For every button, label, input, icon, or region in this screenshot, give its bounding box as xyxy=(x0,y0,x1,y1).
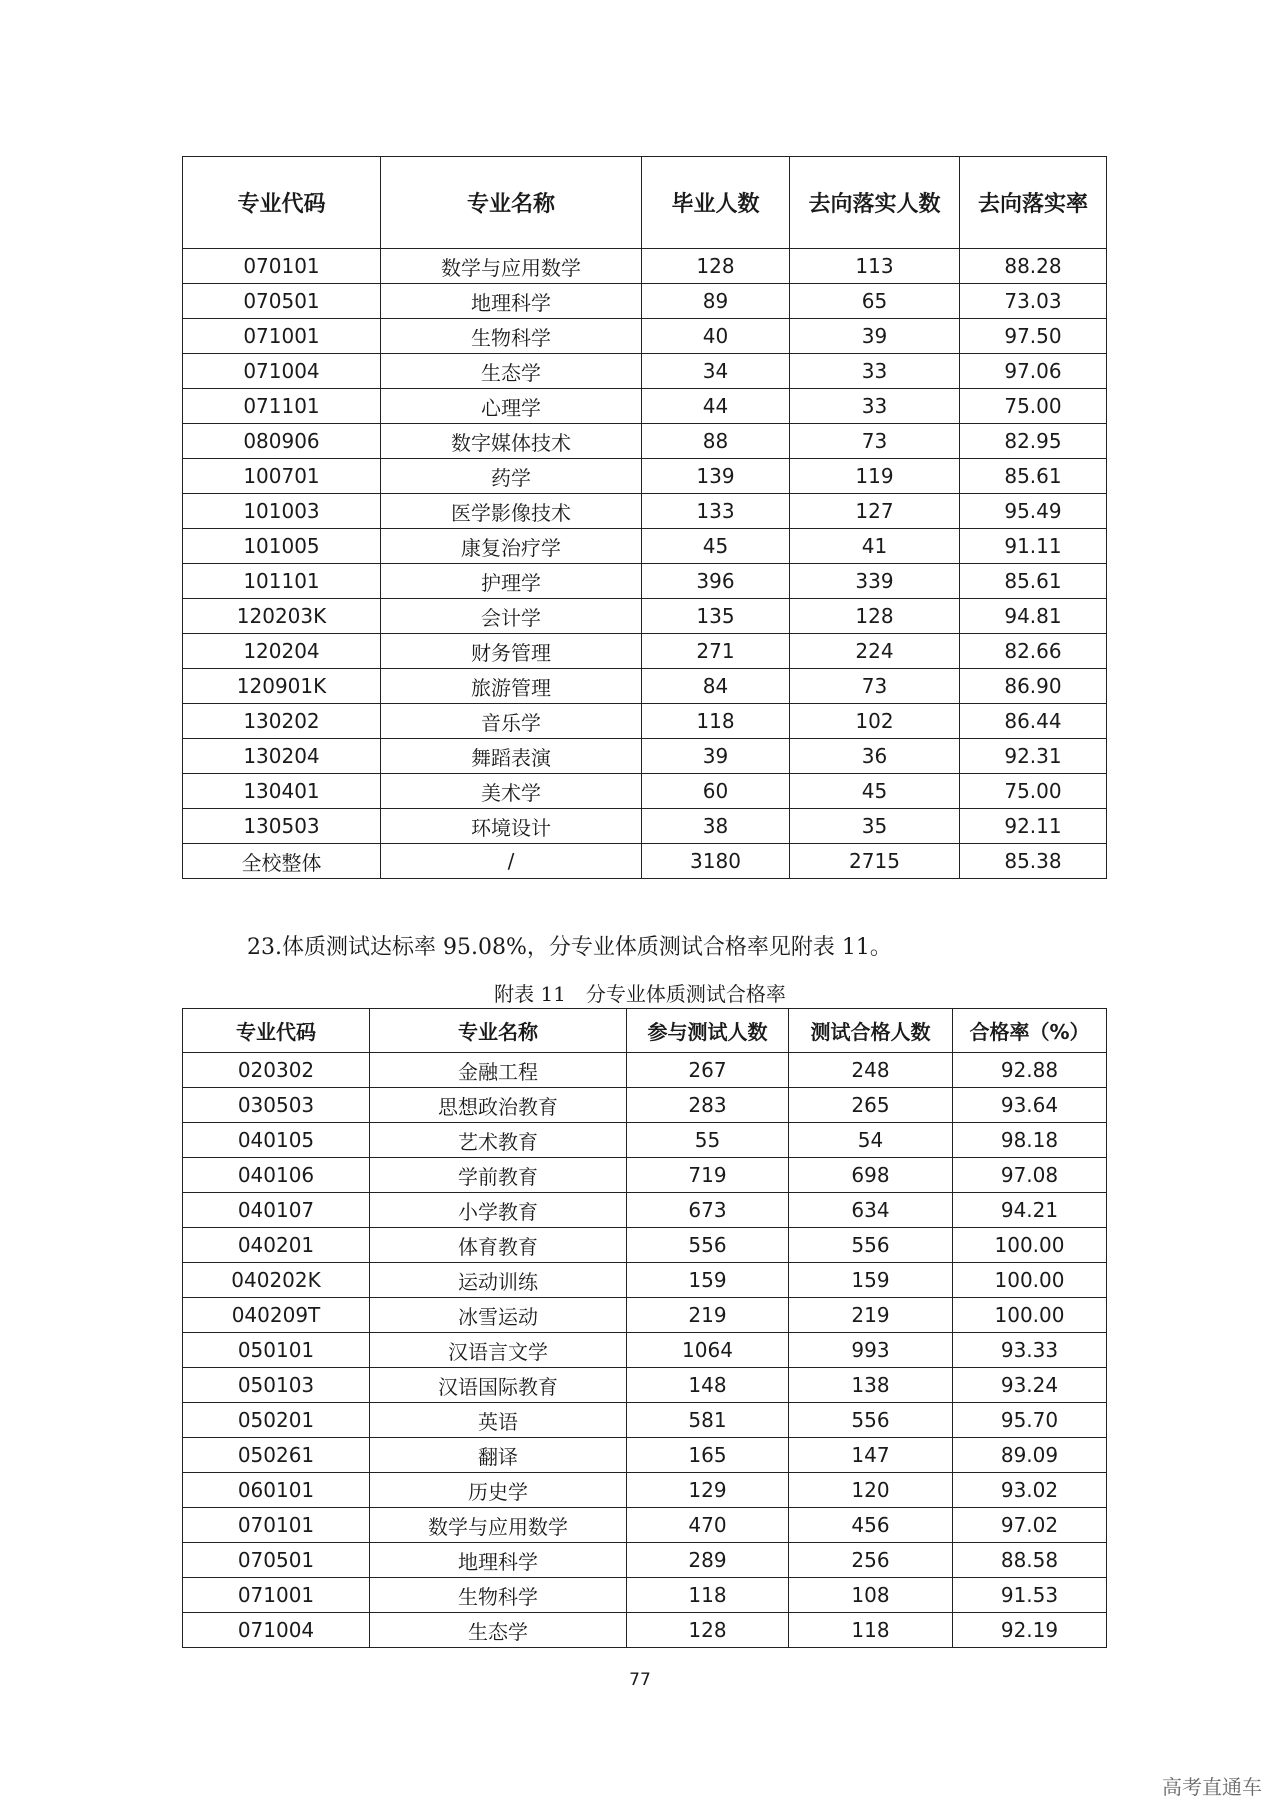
table-cell: 39 xyxy=(790,319,960,354)
table-cell: 汉语国际教育 xyxy=(370,1368,627,1403)
table-cell: 256 xyxy=(789,1543,953,1578)
fitness-paragraph: 23.体质测试达标率 95.08%，分专业体质测试合格率见附表 11。 xyxy=(247,935,892,960)
table-cell: 050201 xyxy=(183,1403,370,1438)
table-cell: 音乐学 xyxy=(381,704,642,739)
table-row xyxy=(183,424,1107,459)
table-row xyxy=(183,1333,1107,1368)
employment-rate-table xyxy=(182,156,1107,879)
table-cell: 药学 xyxy=(381,459,642,494)
table-cell: 35 xyxy=(790,809,960,844)
column-header: 毕业人数 xyxy=(642,157,790,249)
table-cell: 101005 xyxy=(183,529,381,564)
table-caption: 附表 11 分专业体质测试合格率 xyxy=(494,982,786,1006)
table-cell: 248 xyxy=(789,1053,953,1088)
table-cell: 100.00 xyxy=(953,1298,1107,1333)
table-cell: 147 xyxy=(789,1438,953,1473)
table-cell: 82.95 xyxy=(960,424,1107,459)
table-cell: 128 xyxy=(627,1613,789,1648)
table-cell: 267 xyxy=(627,1053,789,1088)
table-cell: 41 xyxy=(790,529,960,564)
table-cell: 070501 xyxy=(183,284,381,319)
table-row xyxy=(183,1438,1107,1473)
table-cell: 94.81 xyxy=(960,599,1107,634)
table-cell: 120901K xyxy=(183,669,381,704)
table-cell: 101003 xyxy=(183,494,381,529)
table-cell: 85.38 xyxy=(960,844,1107,879)
table-cell: 会计学 xyxy=(381,599,642,634)
table-row xyxy=(183,1123,1107,1158)
table-cell: 33 xyxy=(790,354,960,389)
table-header-row xyxy=(183,157,1107,249)
table-cell: 康复治疗学 xyxy=(381,529,642,564)
table-cell: 地理科学 xyxy=(370,1543,627,1578)
table-cell: 100.00 xyxy=(953,1263,1107,1298)
table-row xyxy=(183,1088,1107,1123)
table-cell: 040106 xyxy=(183,1158,370,1193)
table-cell: 130204 xyxy=(183,739,381,774)
table-cell: 080906 xyxy=(183,424,381,459)
column-header: 测试合格人数 xyxy=(789,1009,953,1053)
table-cell: 33 xyxy=(790,389,960,424)
table-cell: 73 xyxy=(790,424,960,459)
table-cell: 生态学 xyxy=(381,354,642,389)
table-cell: 127 xyxy=(790,494,960,529)
table-cell: 271 xyxy=(642,634,790,669)
table-cell: 040105 xyxy=(183,1123,370,1158)
table-cell: 45 xyxy=(642,529,790,564)
table-cell: 993 xyxy=(789,1333,953,1368)
table-cell: 101101 xyxy=(183,564,381,599)
table-cell: 108 xyxy=(789,1578,953,1613)
table-cell: 88 xyxy=(642,424,790,459)
table-cell: 金融工程 xyxy=(370,1053,627,1088)
table-cell: 38 xyxy=(642,809,790,844)
table-cell: 98.18 xyxy=(953,1123,1107,1158)
table-cell: 91.53 xyxy=(953,1578,1107,1613)
table-cell: 020302 xyxy=(183,1053,370,1088)
table-cell: 159 xyxy=(789,1263,953,1298)
table-cell: 汉语言文学 xyxy=(370,1333,627,1368)
table-cell: 118 xyxy=(627,1578,789,1613)
table-cell: / xyxy=(381,844,642,879)
table-cell: 54 xyxy=(789,1123,953,1158)
table-row xyxy=(183,284,1107,319)
table-row xyxy=(183,249,1107,284)
table-cell: 128 xyxy=(790,599,960,634)
column-header: 专业名称 xyxy=(370,1009,627,1053)
table-cell: 071004 xyxy=(183,354,381,389)
table-cell: 071004 xyxy=(183,1613,370,1648)
table-cell: 050103 xyxy=(183,1368,370,1403)
table-cell: 113 xyxy=(790,249,960,284)
table-cell: 159 xyxy=(627,1263,789,1298)
table-cell: 全校整体 xyxy=(183,844,381,879)
table-cell: 673 xyxy=(627,1193,789,1228)
table-cell: 071101 xyxy=(183,389,381,424)
table-cell: 94.21 xyxy=(953,1193,1107,1228)
table-row xyxy=(183,1473,1107,1508)
table-row xyxy=(183,319,1107,354)
table-row xyxy=(183,1158,1107,1193)
table-cell: 39 xyxy=(642,739,790,774)
table-cell: 556 xyxy=(789,1228,953,1263)
table-row xyxy=(183,389,1107,424)
table-cell: 030503 xyxy=(183,1088,370,1123)
table-row xyxy=(183,1508,1107,1543)
table-row xyxy=(183,354,1107,389)
table-cell: 97.06 xyxy=(960,354,1107,389)
table-cell: 100701 xyxy=(183,459,381,494)
table-row xyxy=(183,1193,1107,1228)
table-cell: 283 xyxy=(627,1088,789,1123)
table-cell: 88.58 xyxy=(953,1543,1107,1578)
table-row xyxy=(183,844,1107,879)
table-cell: 环境设计 xyxy=(381,809,642,844)
table-cell: 97.50 xyxy=(960,319,1107,354)
table-row xyxy=(183,1298,1107,1333)
table-row xyxy=(183,704,1107,739)
table-cell: 97.08 xyxy=(953,1158,1107,1193)
table-cell: 129 xyxy=(627,1473,789,1508)
table-cell: 139 xyxy=(642,459,790,494)
table-cell: 翻译 xyxy=(370,1438,627,1473)
table-cell: 120 xyxy=(789,1473,953,1508)
table-cell: 165 xyxy=(627,1438,789,1473)
table-cell: 美术学 xyxy=(381,774,642,809)
table-cell: 44 xyxy=(642,389,790,424)
table-cell: 120203K xyxy=(183,599,381,634)
table-cell: 219 xyxy=(789,1298,953,1333)
table-cell: 070501 xyxy=(183,1543,370,1578)
column-header: 合格率（%） xyxy=(953,1009,1107,1053)
table-cell: 75.00 xyxy=(960,389,1107,424)
table-cell: 艺术教育 xyxy=(370,1123,627,1158)
table-cell: 生物科学 xyxy=(381,319,642,354)
table-cell: 040201 xyxy=(183,1228,370,1263)
page-number: 77 xyxy=(629,1670,651,1690)
table-row xyxy=(183,529,1107,564)
column-header: 专业名称 xyxy=(381,157,642,249)
table-cell: 历史学 xyxy=(370,1473,627,1508)
table-cell: 138 xyxy=(789,1368,953,1403)
column-header: 专业代码 xyxy=(183,157,381,249)
table-cell: 265 xyxy=(789,1088,953,1123)
table-cell: 130503 xyxy=(183,809,381,844)
table-cell: 040202K xyxy=(183,1263,370,1298)
table-cell: 冰雪运动 xyxy=(370,1298,627,1333)
table-cell: 85.61 xyxy=(960,459,1107,494)
table-cell: 100.00 xyxy=(953,1228,1107,1263)
table-row xyxy=(183,774,1107,809)
table-cell: 88.28 xyxy=(960,249,1107,284)
table-cell: 634 xyxy=(789,1193,953,1228)
table-cell: 130202 xyxy=(183,704,381,739)
table-row xyxy=(183,599,1107,634)
table-cell: 86.90 xyxy=(960,669,1107,704)
table-cell: 070101 xyxy=(183,249,381,284)
table-cell: 1064 xyxy=(627,1333,789,1368)
table-cell: 95.70 xyxy=(953,1403,1107,1438)
table-row xyxy=(183,1543,1107,1578)
table-row xyxy=(183,564,1107,599)
table-cell: 生物科学 xyxy=(370,1578,627,1613)
table-row xyxy=(183,1263,1107,1298)
fitness-pass-rate-table xyxy=(182,1008,1107,1648)
table-cell: 135 xyxy=(642,599,790,634)
table-row xyxy=(183,1053,1107,1088)
table-cell: 小学教育 xyxy=(370,1193,627,1228)
table-cell: 102 xyxy=(790,704,960,739)
table-cell: 英语 xyxy=(370,1403,627,1438)
table-cell: 75.00 xyxy=(960,774,1107,809)
table-cell: 91.11 xyxy=(960,529,1107,564)
table-cell: 581 xyxy=(627,1403,789,1438)
table-cell: 95.49 xyxy=(960,494,1107,529)
table-cell: 40 xyxy=(642,319,790,354)
table-cell: 396 xyxy=(642,564,790,599)
table-cell: 心理学 xyxy=(381,389,642,424)
table-cell: 数学与应用数学 xyxy=(370,1508,627,1543)
table-cell: 128 xyxy=(642,249,790,284)
table-cell: 医学影像技术 xyxy=(381,494,642,529)
table-cell: 118 xyxy=(642,704,790,739)
table-cell: 133 xyxy=(642,494,790,529)
table-row xyxy=(183,1228,1107,1263)
table-cell: 体育教育 xyxy=(370,1228,627,1263)
table-row xyxy=(183,459,1107,494)
table-cell: 92.11 xyxy=(960,809,1107,844)
table-cell: 556 xyxy=(789,1403,953,1438)
table-cell: 财务管理 xyxy=(381,634,642,669)
table-cell: 93.02 xyxy=(953,1473,1107,1508)
table-cell: 339 xyxy=(790,564,960,599)
table-cell: 050101 xyxy=(183,1333,370,1368)
table-cell: 数学与应用数学 xyxy=(381,249,642,284)
table-row xyxy=(183,1613,1107,1648)
table-cell: 89.09 xyxy=(953,1438,1107,1473)
table-row xyxy=(183,1578,1107,1613)
table-cell: 73.03 xyxy=(960,284,1107,319)
table-cell: 118 xyxy=(789,1613,953,1648)
table-cell: 224 xyxy=(790,634,960,669)
table-cell: 舞蹈表演 xyxy=(381,739,642,774)
table-cell: 93.24 xyxy=(953,1368,1107,1403)
table-row xyxy=(183,669,1107,704)
column-header: 专业代码 xyxy=(183,1009,370,1053)
table-cell: 120204 xyxy=(183,634,381,669)
table-cell: 050261 xyxy=(183,1438,370,1473)
table-cell: 85.61 xyxy=(960,564,1107,599)
table-cell: 89 xyxy=(642,284,790,319)
table-cell: 36 xyxy=(790,739,960,774)
table-row xyxy=(183,739,1107,774)
table-row xyxy=(183,1368,1107,1403)
table-cell: 92.31 xyxy=(960,739,1107,774)
table-row xyxy=(183,1403,1107,1438)
table-cell: 289 xyxy=(627,1543,789,1578)
table-cell: 040209T xyxy=(183,1298,370,1333)
table-cell: 82.66 xyxy=(960,634,1107,669)
table-cell: 60 xyxy=(642,774,790,809)
table-cell: 地理科学 xyxy=(381,284,642,319)
table-cell: 86.44 xyxy=(960,704,1107,739)
table-header-row xyxy=(183,1009,1107,1053)
table-cell: 698 xyxy=(789,1158,953,1193)
table-cell: 护理学 xyxy=(381,564,642,599)
table-cell: 45 xyxy=(790,774,960,809)
table-cell: 92.88 xyxy=(953,1053,1107,1088)
table-cell: 219 xyxy=(627,1298,789,1333)
table-cell: 119 xyxy=(790,459,960,494)
column-header: 去向落实率 xyxy=(960,157,1107,249)
table-cell: 55 xyxy=(627,1123,789,1158)
table-cell: 060101 xyxy=(183,1473,370,1508)
table-cell: 73 xyxy=(790,669,960,704)
table-cell: 3180 xyxy=(642,844,790,879)
table-cell: 148 xyxy=(627,1368,789,1403)
table-cell: 84 xyxy=(642,669,790,704)
table-cell: 130401 xyxy=(183,774,381,809)
table-cell: 旅游管理 xyxy=(381,669,642,704)
table-cell: 040107 xyxy=(183,1193,370,1228)
watermark: 高考直通车 xyxy=(1162,1775,1262,1799)
table-cell: 学前教育 xyxy=(370,1158,627,1193)
table-cell: 97.02 xyxy=(953,1508,1107,1543)
table-cell: 2715 xyxy=(790,844,960,879)
table-row xyxy=(183,494,1107,529)
table-cell: 34 xyxy=(642,354,790,389)
table-cell: 数字媒体技术 xyxy=(381,424,642,459)
table-row xyxy=(183,634,1107,669)
table-cell: 071001 xyxy=(183,1578,370,1613)
table-cell: 070101 xyxy=(183,1508,370,1543)
table-cell: 65 xyxy=(790,284,960,319)
table-cell: 071001 xyxy=(183,319,381,354)
table-cell: 470 xyxy=(627,1508,789,1543)
table-cell: 456 xyxy=(789,1508,953,1543)
column-header: 去向落实人数 xyxy=(790,157,960,249)
table-cell: 719 xyxy=(627,1158,789,1193)
table-cell: 556 xyxy=(627,1228,789,1263)
table-cell: 生态学 xyxy=(370,1613,627,1648)
table-cell: 92.19 xyxy=(953,1613,1107,1648)
table-cell: 93.64 xyxy=(953,1088,1107,1123)
column-header: 参与测试人数 xyxy=(627,1009,789,1053)
table-row xyxy=(183,809,1107,844)
table-cell: 运动训练 xyxy=(370,1263,627,1298)
table-cell: 93.33 xyxy=(953,1333,1107,1368)
table-cell: 思想政治教育 xyxy=(370,1088,627,1123)
